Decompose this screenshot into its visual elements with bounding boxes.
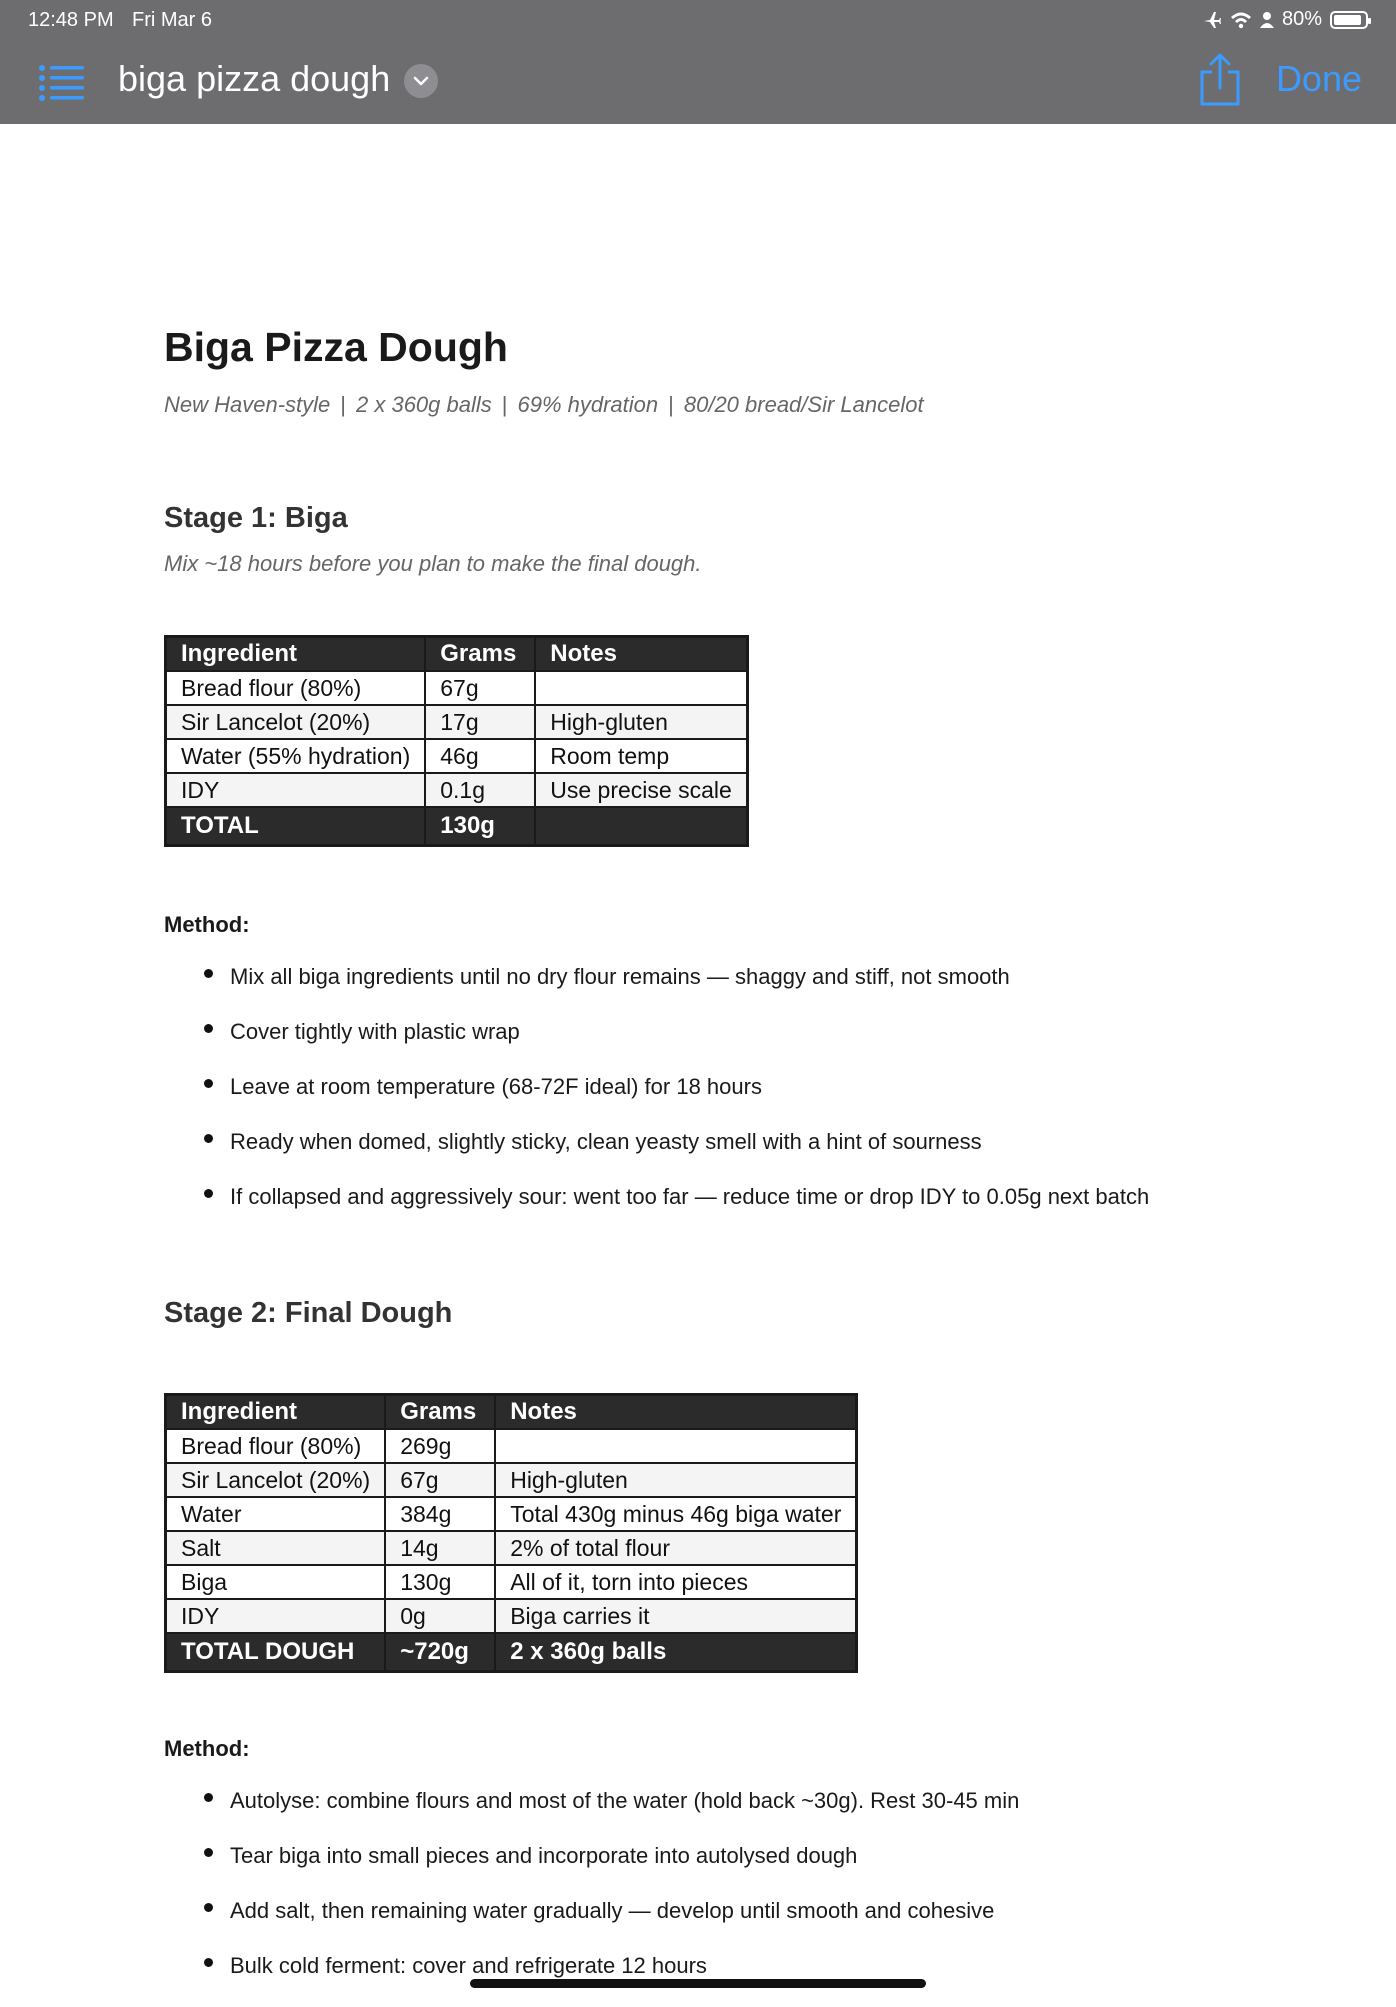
list-item: Ready when domed, slightly sticky, clean yeasty smell with a hint of sourness — [204, 1128, 1149, 1183]
battery-icon — [1330, 11, 1368, 29]
person-icon — [1260, 11, 1274, 29]
stage1-method-label: Method: — [164, 912, 250, 937]
column-header: Notes — [495, 1395, 857, 1430]
table-cell: 130g — [385, 1565, 495, 1599]
status-indicators — [1202, 8, 1368, 31]
wifi-icon — [1230, 11, 1252, 29]
table-row — [166, 739, 748, 773]
table-cell — [535, 671, 748, 705]
done-button[interactable]: Done — [1275, 58, 1362, 99]
list-item: Leave at room temperature (68-72F ideal) for 18 hours — [204, 1073, 1149, 1128]
table-header-row — [166, 1395, 857, 1430]
table-cell: Biga carries it — [495, 1599, 857, 1633]
stage2-heading: Stage 2: Final Dough — [164, 1297, 453, 1329]
stage2-method-label: Method: — [164, 1736, 250, 1761]
list-item: Autolyse: combine flours and most of the water (hold back ~30g). Rest 30-45 min — [204, 1787, 1019, 1842]
table-cell: 130g — [425, 807, 535, 846]
table-row — [166, 1531, 857, 1565]
table-row — [166, 1565, 857, 1599]
nav-bar — [0, 40, 1396, 124]
list-item: Cover tightly with plastic wrap — [204, 1018, 1149, 1073]
table-cell: 0.1g — [425, 773, 535, 807]
stage1-note: Mix ~18 hours before you plan to make the final dough. — [164, 551, 702, 576]
table-cell: 17g — [425, 705, 535, 739]
table-cell: Bread flour (80%) — [166, 671, 426, 705]
page-title: Biga Pizza Dough — [164, 324, 508, 370]
table-row — [166, 1599, 857, 1633]
table-row — [166, 705, 748, 739]
table-cell: Room temp — [535, 739, 748, 773]
stage2-method-list — [204, 1787, 1019, 2007]
table-cell: Biga — [166, 1565, 386, 1599]
title-menu-button[interactable] — [404, 64, 438, 98]
table-row — [166, 1463, 857, 1497]
table-cell: Salt — [166, 1531, 386, 1565]
table-cell: Sir Lancelot (20%) — [166, 705, 426, 739]
status-time: 12:48 PM — [28, 9, 114, 31]
column-header: Grams — [385, 1395, 495, 1430]
column-header: Ingredient — [166, 1395, 386, 1430]
column-header: Ingredient — [166, 637, 426, 672]
stage1-method-list — [204, 963, 1149, 1238]
table-cell: ~720g — [385, 1633, 495, 1672]
subtitle-separator: | — [668, 392, 674, 417]
table-row — [166, 1497, 857, 1531]
table-total-row — [166, 807, 748, 846]
table-cell — [535, 807, 748, 846]
list-item: Bulk cold ferment: cover and refrigerate 12 hours — [204, 1952, 1019, 2007]
stage2-table — [164, 1393, 858, 1673]
table-header-row — [166, 637, 748, 672]
table-cell: 2 x 360g balls — [495, 1633, 857, 1672]
table-total-row — [166, 1633, 857, 1672]
table-cell: Water (55% hydration) — [166, 739, 426, 773]
status-date: Fri Mar 6 — [132, 9, 212, 31]
list-item: If collapsed and aggressively sour: went too far — reduce time or drop IDY to 0.05g next batch — [204, 1183, 1149, 1238]
table-cell: Use precise scale — [535, 773, 748, 807]
table-cell: 14g — [385, 1531, 495, 1565]
column-header: Grams — [425, 637, 535, 672]
table-cell: 2% of total flour — [495, 1531, 857, 1565]
table-cell: High-gluten — [535, 705, 748, 739]
table-cell: Water — [166, 1497, 386, 1531]
table-cell: Bread flour (80%) — [166, 1429, 386, 1463]
table-cell: 67g — [385, 1463, 495, 1497]
table-cell: TOTAL — [166, 807, 426, 846]
table-row — [166, 1429, 857, 1463]
battery-percent: 80% — [1281, 8, 1322, 30]
table-cell: Total 430g minus 46g biga water — [495, 1497, 857, 1531]
list-item: Mix all biga ingredients until no dry flour remains — shaggy and stiff, not smooth — [204, 963, 1149, 1018]
subtitle-hydration: 69% hydration — [517, 392, 659, 417]
table-cell: TOTAL DOUGH — [166, 1633, 386, 1672]
list-item: Add salt, then remaining water gradually — develop until smooth and cohesive — [204, 1897, 1019, 1952]
document-title[interactable]: biga pizza dough — [118, 58, 391, 99]
home-indicator[interactable] — [470, 1979, 926, 1988]
subtitle-separator: | — [501, 392, 508, 417]
column-header: Notes — [535, 637, 748, 672]
table-cell: 269g — [385, 1429, 495, 1463]
table-cell: IDY — [166, 773, 426, 807]
subtitle-separator: | — [340, 392, 346, 417]
table-row — [166, 671, 748, 705]
table-cell: 384g — [385, 1497, 495, 1531]
list-icon[interactable] — [38, 62, 86, 102]
table-cell: All of it, torn into pieces — [495, 1565, 857, 1599]
table-cell: IDY — [166, 1599, 386, 1633]
stage1-table — [164, 635, 749, 847]
subtitle-balls: 2 x 360g balls — [356, 392, 492, 417]
status-bar — [0, 0, 1396, 40]
table-row — [166, 773, 748, 807]
table-cell: 46g — [425, 739, 535, 773]
subtitle-flour-blend: 80/20 bread/Sir Lancelot — [683, 392, 924, 417]
table-cell: Sir Lancelot (20%) — [166, 1463, 386, 1497]
list-item: Tear biga into small pieces and incorporate into autolysed dough — [204, 1842, 1019, 1897]
table-cell — [495, 1429, 857, 1463]
table-cell: High-gluten — [495, 1463, 857, 1497]
chevron-down-icon — [413, 76, 429, 86]
airplane-icon — [1202, 10, 1222, 30]
subtitle-style: New Haven-style — [164, 392, 331, 417]
doc-subtitle — [164, 392, 924, 418]
table-cell: 0g — [385, 1599, 495, 1633]
stage1-heading: Stage 1: Biga — [164, 502, 348, 534]
share-icon[interactable] — [1196, 52, 1244, 108]
table-cell: 67g — [425, 671, 535, 705]
